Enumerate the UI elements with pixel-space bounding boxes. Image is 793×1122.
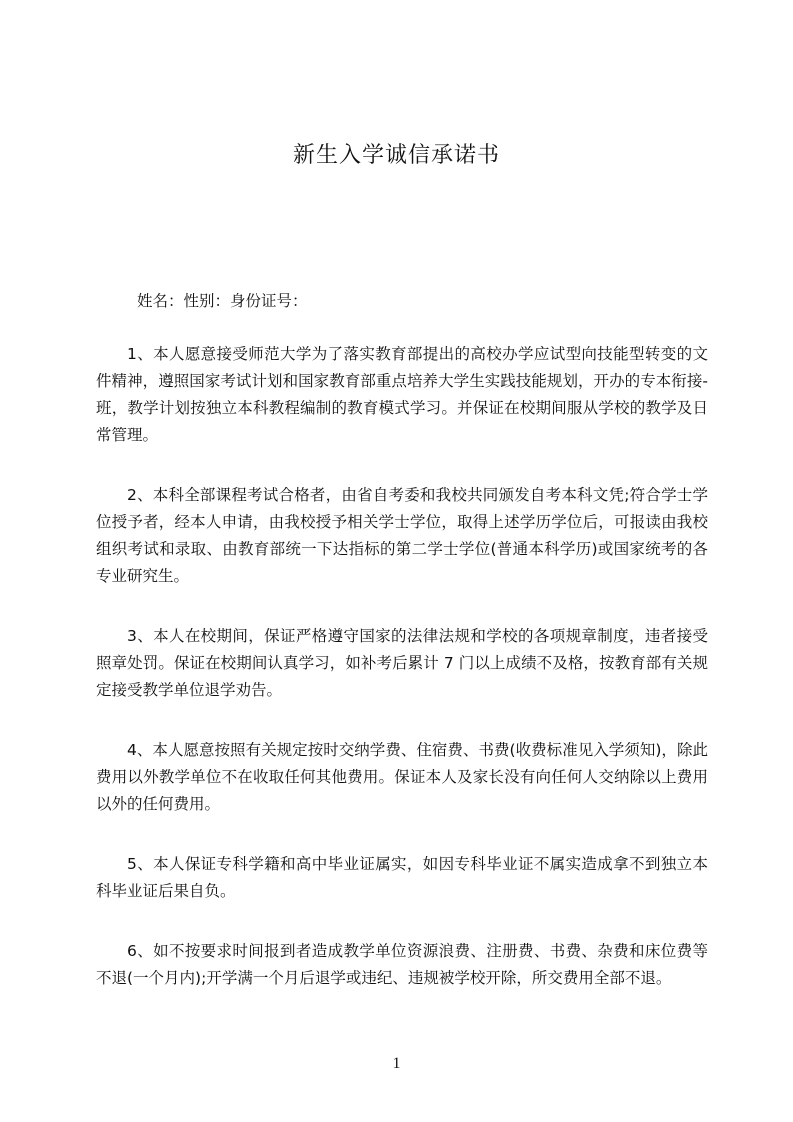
commitment-paragraph-4: 4、本人愿意按照有关规定按时交纳学费、住宿费、书费(收费标准见入学须知)，除此费用以外教学单位不在收取任何其他费用。保证本人及家长没有向任何人交纳除以上费用以外的任何费用。 — [96, 741, 708, 813]
commitment-body — [96, 341, 708, 1025]
page-number: 1 — [392, 1055, 401, 1072]
commitment-paragraph-6: 6、如不按要求时间报到者造成教学单位资源浪费、注册费、书费、杂费和床位费等不退(一个月内);开学满一个月后退学或违纪、违规被学校开除，所交费用全部不退。 — [96, 942, 708, 987]
commitment-paragraph-3: 3、本人在校期间，保证严格遵守国家的法律法规和学校的各项规章制度，违者接受照章处罚。保证在校期间认真学习，如补考后累计 7 门以上成绩不及格，按教育部有关规定接受教学单位退学劝告。 — [96, 627, 708, 699]
page-title: 新生入学诚信承诺书 — [292, 143, 500, 168]
commitment-paragraph-5: 5、本人保证专科学籍和高中毕业证属实，如因专科毕业证不属实造成拿不到独立本科毕业证后果自负。 — [96, 855, 708, 900]
commitment-paragraph-2: 2、本科全部课程考试合格者，由省自考委和我校共同颁发自考本科文凭;符合学士学位授予者，经本人申请，由我校授予相关学士学位，取得上述学历学位后，可报读由我校组织考试和录取、由教育部统一下达指标的第二学士学位(普通本科学历)或国家统考的各专业研究生。 — [96, 486, 708, 585]
commitment-paragraph-1: 1、本人愿意接受师范大学为了落实教育部提出的高校办学应试型向技能型转变的文件精神，遵照国家考试计划和国家教育部重点培养大学生实践技能规划，开办的专本衔接-班，教学计划按独立本科教程编制的教育模式学习。并保证在校期间服从学校的教学及日常管理。 — [96, 345, 708, 444]
personal-info-fields: 姓名：性别：身份证号： — [137, 292, 308, 310]
